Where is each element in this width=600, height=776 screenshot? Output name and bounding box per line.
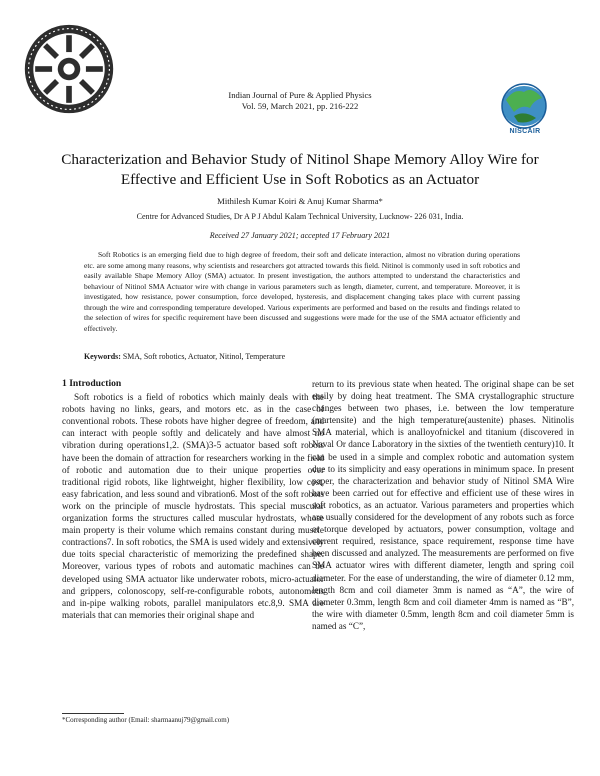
section-heading-introduction: 1 Introduction	[62, 378, 122, 389]
corresponding-author-footnote: *Corresponding author (Email: sharmaanuj79@gmail.com)	[62, 716, 230, 724]
niscair-logo-text: NISCAIR	[509, 128, 541, 135]
left-column	[62, 378, 324, 621]
author-affiliation: Centre for Advanced Studies, Dr A P J Abdul Kalam Technical University, Lucknow- 226 031, India.	[136, 212, 464, 221]
volume-info: Vol. 59, March 2021, pp. 216-222	[241, 101, 359, 111]
paper-title: Characterization and Behavior Study of Nitinol Shape Memory Alloy Wire for Effective and Efficient Use in Soft Robotics as an Actuator	[61, 151, 539, 188]
keywords-label: Keywords:	[84, 352, 121, 361]
introduction-paragraph: Soft robotics is a field of robotics which mainly deals with the robots having no links, gears, and motors etc. as in the case of conventional robots. These robots have higher degree of freedom, and can interact with people softly and delicately and have almost no vibration during operations1,2. (SMA)3-5 actuator based soft robots have been the domain of attraction for researchers working in the field of robotic and automation due to their unique properties over traditional rigid robots, like lightweight, higher flexibility, low cost, easy fabrication, and less sound and vibration6. Most of the soft robots work on the principle of muscle hydrostats. This special muscular organization forms the structures called muscular hydrostats, whose main property is their volume which remains constant during muscle contractions7. In soft robotics, the SMA is used widely and extensively due toits special characteristic of memorizing the predefined shape. Moreover, various types of robots and automatic machines can be developed using SMA actuator like underwater robots, micro-actuator and grippers, colonoscopy, self-re-configurable robots, autonomous and in-pipe walking robots, parallel manipulators etc.8,9. SMA are materials that can memories their original shape and	[62, 392, 324, 620]
keywords-line	[84, 352, 520, 361]
abstract: Soft Robotics is an emerging field due to high degree of freedom, their soft and delicate interaction, almost no vibration during operations etc. are some among many reasons, why scientists and researchers got attracted towards this field. Nitinol is commonly used in soft robotics and easily available Shape Memory Alloy (SMA) actuator. In present investigation, the authors attempted to understand the characteristics and behaviour of Nitinol SMA Actuator wire with change in various parameters such as length, diameter, current, and temperature. Moreover, it is investigated, how resistance, power consumption, force developed, hysteresis, and displacement changing takes place with current passing through the wire and corresponding temperature developed. Various experiments are performed and based on the results and findings related to the selection of wires for specific requirement have been discussed and suggestions were made for the use of the SMA actuator efficiently and effectively.	[84, 250, 520, 333]
csir-emblem-logo	[22, 22, 116, 116]
right-column	[312, 378, 574, 632]
received-accepted-dates: Received 27 January 2021; accepted 17 February 2021	[209, 231, 391, 240]
journal-name: Indian Journal of Pure & Applied Physics	[228, 90, 372, 100]
keywords-list: SMA, Soft robotics, Actuator, Nitinol, Temperature	[122, 352, 286, 361]
journal-header	[200, 90, 400, 112]
introduction-paragraph-continued: return to its previous state when heated. The original shape can be set easily by doing heat treatment. The SMA crystallographic structure changes between two phases, i.e. between the low temperature (martensite) and the high temperature(austenite) phases. Nitinolis SMA material, which is analloyofnickel and titanium (discovered in Naval Or dance Laboratory in the sixties of the twentieth century)10. It can be used in a simple and complex robotic and automation system due to its simplicity and easy operations in minimum space. In present paper, the characterization and behavior study of Nitinol SMA Wire have been carried out for effective and efficient use of these wires in soft robotics, as an actuator. Various parameters and properties which are usually considered for the development of any robots such as force or torque developed by actuators, power consumption, voltage and current required, resistance, space requirement, response time have been discussed and analyzed. The measurements are performed on five SMA actuator wires with different diameter, length and spring coil diameter. For the ease of understanding, the wire of diameter 0.12 mm, length 8cm and coil diameter 3mm is named as “A”, the wire of diameter 0.3mm, length 8cm and coil diameter 4mm is named as “B”, the wire with diameter 0.5mm, length 8cm and coil diameter 5mm is named as “C”,	[312, 379, 574, 631]
footnote-divider	[62, 713, 124, 714]
author-list: Mithilesh Kumar Koiri & Anuj Kumar Sharma*	[217, 196, 383, 206]
